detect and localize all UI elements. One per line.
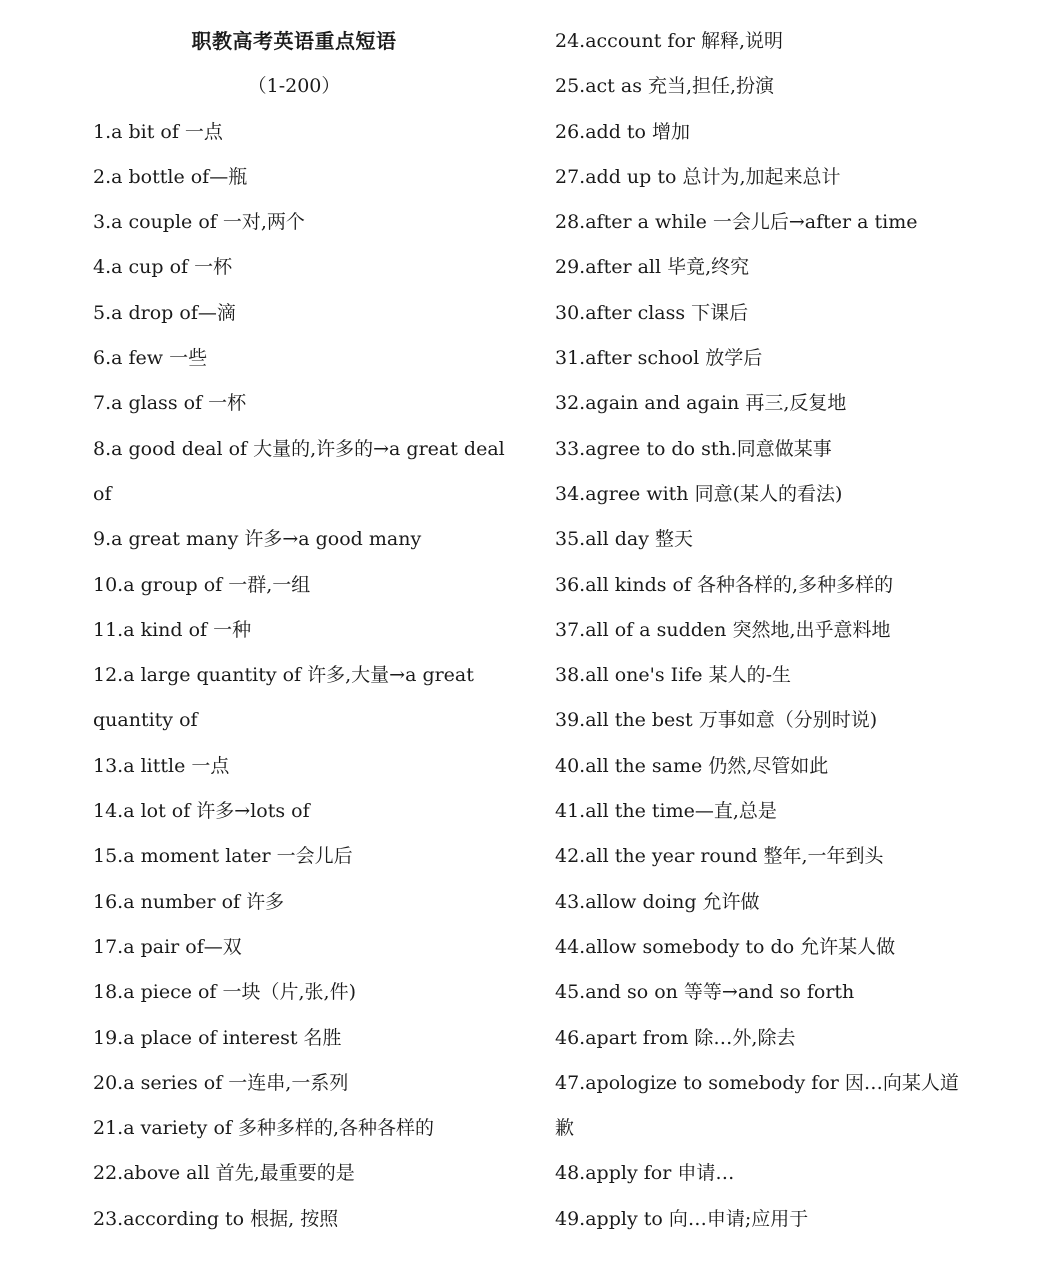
- right-column: [555, 19, 975, 1242]
- phrase-line: 25.act as 充当,担任,扮演: [555, 75, 775, 98]
- phrase-line: 27.add up to 总计为,加起来总计: [555, 165, 841, 188]
- phrase-line: 4.a cup of 一杯: [93, 256, 233, 279]
- left-phrase-list: [93, 110, 513, 1242]
- phrase-line: 21.a variety of 多种多样的,各种各样的: [93, 1117, 435, 1140]
- phrase-line: 36.all kinds of 各种各样的,多种多样的: [555, 573, 894, 596]
- phrase-line: 1.a bit of 一点: [93, 120, 223, 143]
- phrase-line: 28.after a while 一会儿后→after a time: [555, 211, 918, 234]
- phrase-line: 歉: [555, 1117, 575, 1140]
- phrase-line: 44.allow somebody to do 允许某人做: [555, 935, 896, 958]
- phrase-line: 24.account for 解释,说明: [555, 30, 784, 52]
- phrase-line: 14.a lot of 许多→lots of: [93, 800, 310, 823]
- phrase-line: 41.all the time—直,总是: [555, 800, 777, 823]
- phrase-line: 37.all of a sudden 突然地,出乎意料地: [555, 618, 891, 641]
- phrase-line: 9.a great many 许多→a good many: [93, 528, 422, 551]
- phrase-line: 26.add to 增加: [555, 120, 691, 143]
- page-title: 职教高考英语重点短语: [191, 29, 397, 53]
- phrase-line: quantity of: [93, 709, 198, 732]
- phrase-line: 20.a series of 一连串,一系列: [93, 1071, 349, 1094]
- phrase-line: 23.according to 根据, 按照: [93, 1207, 339, 1230]
- phrase-line: 30.after class 下课后: [555, 301, 749, 324]
- phrase-line: 35.all day 整天: [555, 528, 694, 551]
- phrase-line: 48.apply for 申请…: [555, 1162, 735, 1185]
- phrase-line: 18.a piece of 一块（片,张,件): [93, 981, 356, 1004]
- phrase-line: 43.allow doing 允许做: [555, 890, 760, 913]
- right-phrase-list: [555, 19, 975, 1242]
- phrase-line: of: [93, 482, 112, 505]
- range-label: （1-200）: [247, 75, 341, 98]
- phrase-line: 2.a bottle of—瓶: [93, 165, 248, 188]
- left-column: [93, 19, 513, 1242]
- phrase-line: 39.all the best 万事如意（分别时说): [555, 709, 878, 732]
- phrase-line: 7.a glass of 一杯: [93, 392, 247, 415]
- phrase-line: 47.apologize to somebody for 因…向某人道: [555, 1071, 959, 1094]
- phrase-line: 22.above all 首先,最重要的是: [93, 1162, 355, 1185]
- phrase-line: 17.a pair of—双: [93, 935, 242, 958]
- phrase-line: 11.a kind of 一种: [93, 618, 252, 641]
- phrase-line: 15.a moment later 一会儿后: [93, 845, 353, 868]
- phrase-line: 5.a drop of—滴: [93, 301, 236, 324]
- phrase-line: 34.agree with 同意(某人的看法): [555, 482, 843, 505]
- phrase-line: 8.a good deal of 大量的,许多的→a great deal: [93, 437, 505, 460]
- phrase-line: 19.a place of interest 名胜: [93, 1026, 342, 1049]
- phrase-line: 13.a little 一点: [93, 754, 230, 777]
- phrase-line: 3.a couple of 一对,两个: [93, 211, 305, 234]
- phrase-line: 33.agree to do sth.同意做某事: [555, 437, 832, 460]
- phrase-line: 40.all the same 仍然,尽管如此: [555, 754, 829, 777]
- phrase-line: 46.apart from 除…外,除去: [555, 1026, 796, 1049]
- phrase-line: 16.a number of 许多: [93, 890, 285, 913]
- phrase-line: 29.after all 毕竟,终究: [555, 256, 750, 279]
- phrase-line: 6.a few 一些: [93, 347, 208, 370]
- phrase-line: 10.a group of 一群,一组: [93, 573, 311, 596]
- phrase-line: 31.after school 放学后: [555, 347, 763, 370]
- phrase-line: 42.all the year round 整年,一年到头: [555, 845, 884, 868]
- phrase-line: 45.and so on 等等→and so forth: [555, 981, 855, 1004]
- phrase-line: 38.all one's Iife 某人的-生: [555, 664, 791, 687]
- phrase-line: 12.a large quantity of 许多,大量→a great: [93, 664, 474, 687]
- phrase-line: 32.again and again 再三,反复地: [555, 392, 847, 415]
- phrase-line: 49.apply to 向…申请;应用于: [555, 1207, 809, 1230]
